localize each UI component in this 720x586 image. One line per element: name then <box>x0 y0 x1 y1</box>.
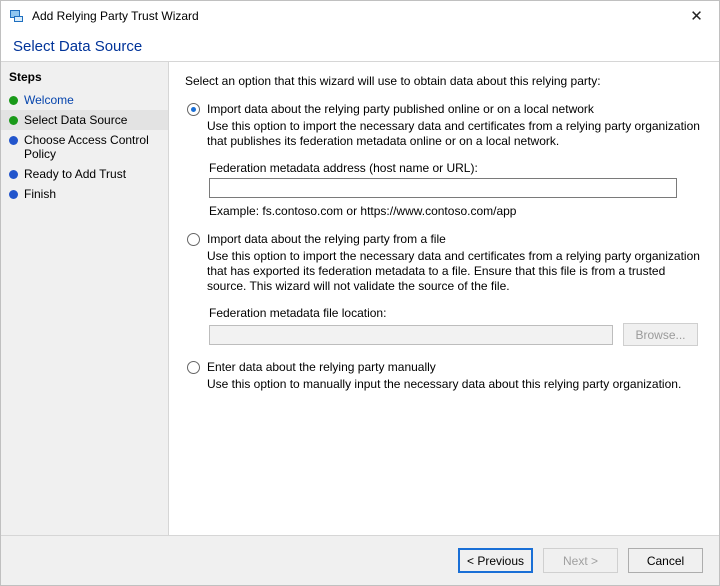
sidebar-item-choose-access-control-policy[interactable] <box>1 130 168 164</box>
option-description-import-file: Use this option to import the necessary data and certificates from a relying party organization that has exported its federation metadata to a file. Ensure that this file is from a trusted source. This wizard will not validate the source of the file. <box>207 249 700 293</box>
step-bullet-icon <box>9 116 18 125</box>
option-description-manual-entry: Use this option to manually input the necessary data about this relying party organization. <box>207 377 682 391</box>
federation-metadata-address-input[interactable] <box>209 178 677 198</box>
sidebar-item-label: Ready to Add Trust <box>24 167 127 181</box>
radio-label-manual-entry: Enter data about the relying party manually <box>207 360 436 374</box>
step-bullet-icon <box>9 136 18 145</box>
next-button[interactable]: Next > <box>543 548 618 573</box>
step-bullet-icon <box>9 170 18 179</box>
sidebar-item-welcome[interactable] <box>1 90 168 110</box>
page-header <box>1 31 719 61</box>
step-bullet-icon <box>9 190 18 199</box>
title-bar <box>1 1 719 31</box>
sidebar-item-select-data-source[interactable] <box>1 110 168 130</box>
steps-sidebar <box>1 62 169 535</box>
browse-button[interactable]: Browse... <box>623 323 698 346</box>
sidebar-item-label: Welcome <box>24 93 74 107</box>
sidebar-item-ready-to-add-trust[interactable] <box>1 164 168 184</box>
sidebar-item-label: Select Data Source <box>24 113 128 127</box>
radio-row-manual-entry[interactable] <box>185 360 703 375</box>
content-pane <box>169 62 719 535</box>
option-manual-entry <box>185 360 703 392</box>
sidebar-item-label: Choose Access Control Policy <box>24 133 149 161</box>
page-title: Select Data Source <box>13 37 143 55</box>
option-description-import-online: Use this option to import the necessary data and certificates from a relying party organization that publishes its federation metadata online or on a local network. <box>207 119 700 148</box>
radio-label-import-file: Import data about the relying party from a file <box>207 232 446 246</box>
wizard-body <box>1 61 719 535</box>
close-icon[interactable]: ✕ <box>690 7 703 25</box>
previous-button[interactable]: < Previous <box>458 548 533 573</box>
wizard-icon <box>9 8 25 24</box>
option-import-file <box>185 232 703 346</box>
radio-icon-import-online[interactable] <box>187 103 200 116</box>
footer-button-bar <box>1 535 719 585</box>
window-title: Add Relying Party Trust Wizard <box>32 9 199 23</box>
radio-label-import-online: Import data about the relying party published online or on a local network <box>207 102 594 116</box>
example-text-address: Example: fs.contoso.com or https://www.contoso.com/app <box>209 204 517 218</box>
radio-row-import-online[interactable] <box>185 102 703 117</box>
option-import-online <box>185 102 703 218</box>
cancel-button[interactable]: Cancel <box>628 548 703 573</box>
steps-title: Steps <box>9 70 42 84</box>
radio-icon-import-file[interactable] <box>187 233 200 246</box>
radio-row-import-file[interactable] <box>185 232 703 247</box>
step-bullet-icon <box>9 96 18 105</box>
sidebar-item-label: Finish <box>24 187 57 201</box>
instruction-text: Select an option that this wizard will use to obtain data about this relying party: <box>185 74 601 88</box>
label-federation-metadata-address: Federation metadata address (host name or URL): <box>209 161 478 175</box>
label-federation-metadata-file: Federation metadata file location: <box>209 306 387 320</box>
sidebar-item-finish[interactable] <box>1 184 168 204</box>
file-location-row <box>185 323 703 346</box>
radio-icon-manual-entry[interactable] <box>187 361 200 374</box>
federation-metadata-file-input[interactable] <box>209 325 613 345</box>
